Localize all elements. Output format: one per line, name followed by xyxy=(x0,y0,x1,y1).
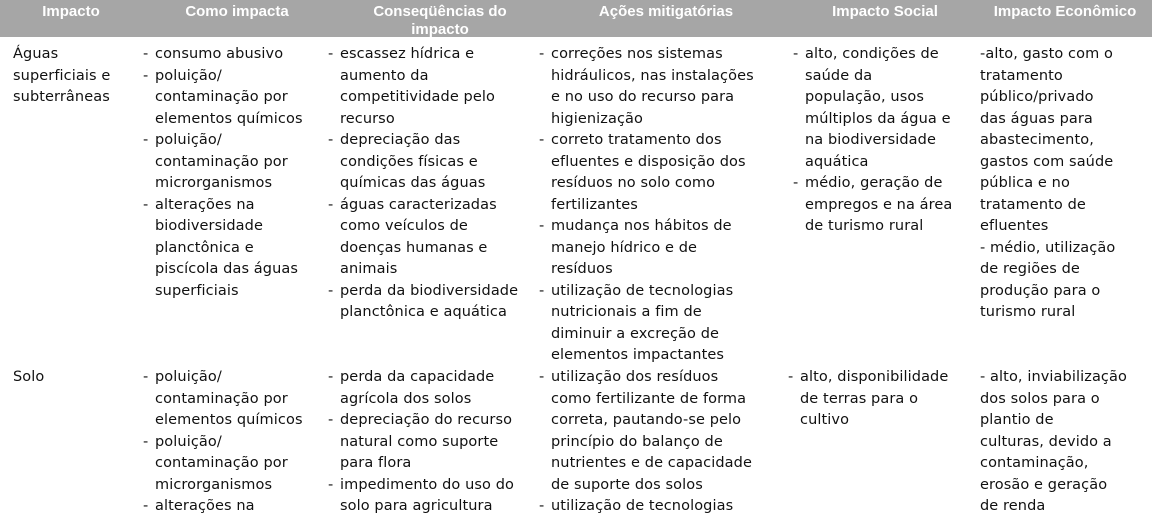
header-impacto: Impacto xyxy=(42,3,100,20)
list-item: - poluição/ contaminação por microrganismos xyxy=(143,132,288,191)
col-impacto-social xyxy=(793,44,952,238)
list-item: - alto, condições de saúde da população, usos múltiplos da água e na biodiversidade aquática xyxy=(793,46,951,170)
header-acoes-mitigatorias: Ações mitigatórias xyxy=(598,3,734,20)
list-item: - mudança nos hábitos de manejo hídrico e de resíduos xyxy=(539,218,732,277)
row-impacto: Águas superficiais e subterrâneas xyxy=(13,46,111,105)
list-item: - poluição/ contaminação por elementos químicos xyxy=(143,67,303,127)
col-acoes-mitigatorias xyxy=(539,367,752,518)
list-item: - alto, disponibilidade de terras para o cultivo xyxy=(788,369,949,428)
list-item: - alterações na xyxy=(143,498,255,514)
list-item: - impedimento do uso do solo para agricultura xyxy=(328,476,514,514)
table-row xyxy=(13,367,44,389)
header-consequencias: Conseqüências do impacto xyxy=(373,3,507,38)
list-item: - águas caracterizadas como veículos de doenças humanas e animais xyxy=(328,196,497,277)
table-header xyxy=(0,0,1152,37)
col-consequencias xyxy=(328,367,514,518)
list-item: - correto tratamento dos efluentes e disposição dos resíduos no solo como fertilizantes xyxy=(539,132,746,213)
row-impacto: Solo xyxy=(13,369,45,385)
list-item: - consumo abusivo xyxy=(143,46,284,62)
list-item: - médio, utilização de regiões de produção para o turismo rural xyxy=(980,239,1116,320)
col-como-impacta xyxy=(143,44,303,302)
list-item: - alto, inviabilização dos solos para o plantio de culturas, devido a contaminação, erosão e geração de renda xyxy=(980,369,1127,514)
list-item: - perda da capacidade agrícola dos solos xyxy=(328,369,495,407)
list-item: - perda da biodiversidade planctônica e aquática xyxy=(328,282,519,320)
col-impacto-social xyxy=(788,367,948,432)
list-item: - alterações na biodiversidade planctônica e piscícola das águas superficiais xyxy=(143,196,299,299)
list-item: - médio, geração de empregos e na área de turismo rural xyxy=(793,175,953,234)
list-item: - escassez hídrica e aumento da competitividade pelo recurso xyxy=(328,46,495,127)
header-impacto-economico: Impacto Econômico xyxy=(993,3,1137,20)
col-consequencias xyxy=(328,44,518,324)
col-impacto-economico xyxy=(980,367,1127,518)
list-item: - correções nos sistemas hidráulicos, nas instalações e no uso do recurso para higienização xyxy=(539,46,754,127)
list-item: - utilização de tecnologias xyxy=(539,498,734,514)
col-acoes-mitigatorias xyxy=(539,44,754,367)
list-item: - poluição/ contaminação por microrganismos xyxy=(143,433,288,493)
table-row xyxy=(13,44,110,109)
list-item: -alto, gasto com o tratamento público/privado das águas para abastecimento, gastos com saúde pública e no tratamento de efluentes xyxy=(980,46,1114,234)
list-item: - depreciação do recurso natural como suporte para flora xyxy=(328,412,513,471)
col-como-impacta xyxy=(143,367,303,518)
list-item: - utilização dos resíduos como fertilizante de forma correta, pautando-se pelo princípio do balanço de nutrientes e de capacidade de suporte dos solos xyxy=(539,369,752,493)
header-impacto-social: Impacto Social xyxy=(832,3,938,20)
col-impacto-economico xyxy=(980,44,1115,324)
list-item: - depreciação das condições físicas e químicas das águas xyxy=(328,132,486,191)
list-item: - utilização de tecnologias nutricionais a fim de diminuir a excreção de elementos impactantes xyxy=(539,282,734,363)
header-como-impacta: Como impacta xyxy=(185,3,289,20)
list-item: - poluição/ contaminação por elementos químicos xyxy=(143,369,303,428)
